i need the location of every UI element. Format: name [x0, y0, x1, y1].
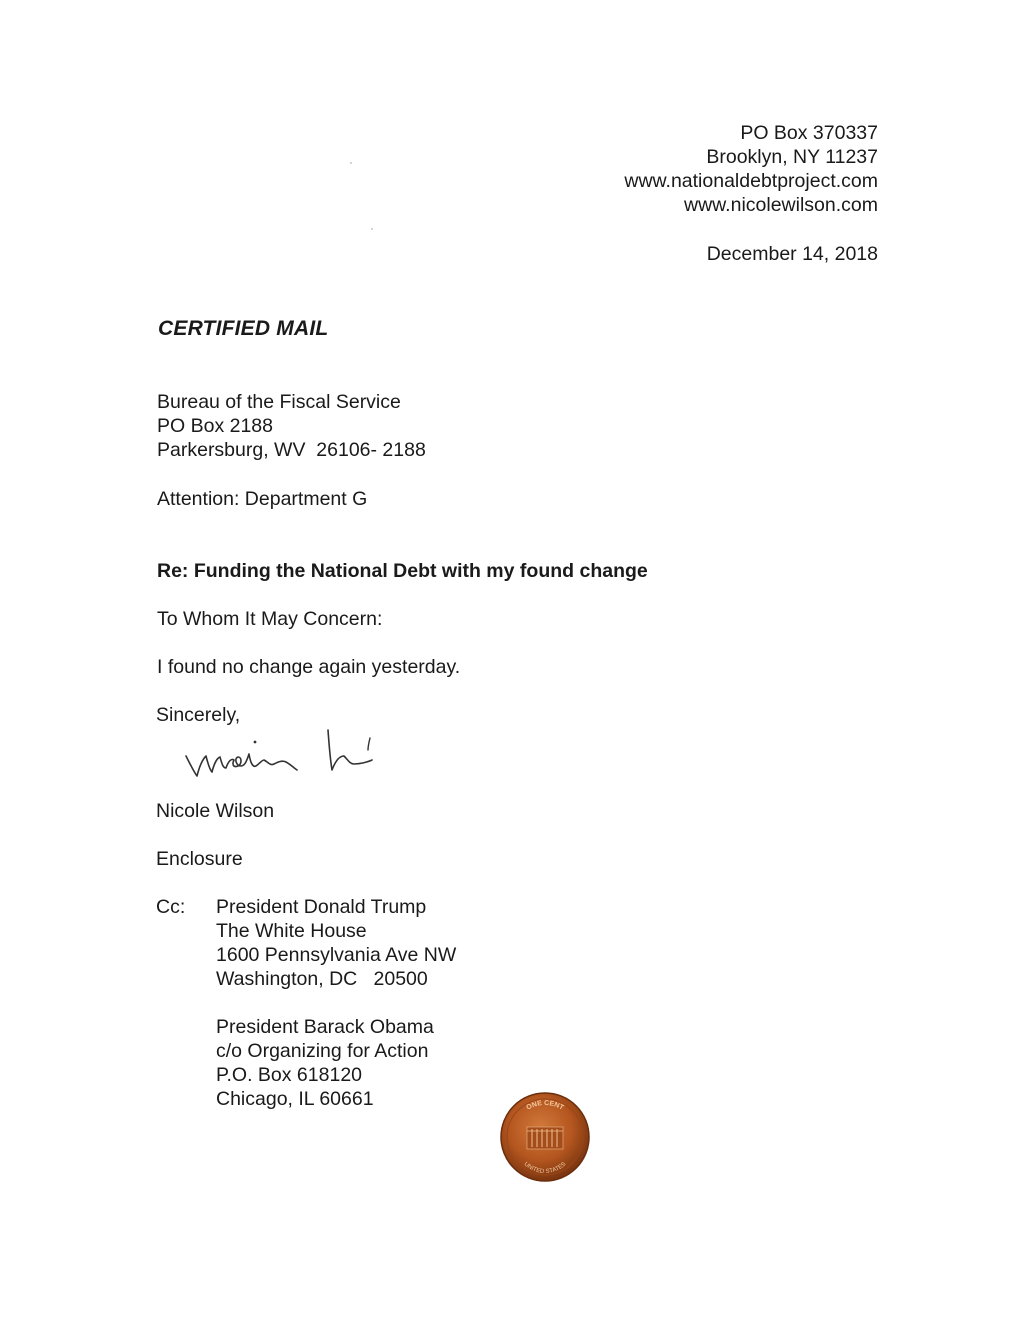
penny-text-top: ONE CENT: [525, 1099, 565, 1112]
scan-speck: [350, 162, 352, 164]
signer-name: Nicole Wilson: [156, 800, 275, 822]
recipient-address: [157, 390, 426, 462]
subject-line: Re: Funding the National Debt with my found change: [157, 560, 648, 582]
cc-recipient-1: [216, 895, 456, 991]
letter-body: I found no change again yesterday.: [157, 656, 461, 678]
sender-address: [624, 121, 878, 217]
sender-address-line-1: PO Box 370337: [740, 122, 878, 144]
closing: Sincerely,: [156, 704, 241, 726]
recipient-line-3: Parkersburg, WV 26106- 2188: [157, 439, 426, 461]
scan-speck: [371, 228, 373, 230]
cc1-line-3: 1600 Pennsylvania Ave NW: [216, 944, 457, 966]
sender-address-line-2: Brooklyn, NY 11237: [706, 146, 878, 168]
recipient-line-2: PO Box 2188: [157, 415, 273, 437]
salutation: To Whom It May Concern:: [157, 608, 383, 630]
cc-recipient-2: [216, 1015, 434, 1111]
letter-date: December 14, 2018: [706, 243, 878, 265]
enclosure-note: Enclosure: [156, 848, 243, 870]
cc2-line-4: Chicago, IL 60661: [216, 1088, 374, 1110]
penny-text-bottom: UNITED STATES: [522, 1161, 568, 1176]
penny-shield-icon: [527, 1127, 563, 1149]
certified-mail-heading: CERTIFIED MAIL: [158, 317, 329, 340]
cc2-line-3: P.O. Box 618120: [216, 1064, 363, 1086]
penny-coin-image: [499, 1091, 591, 1183]
cc1-line-1: President Donald Trump: [216, 896, 427, 918]
cc2-line-2: c/o Organizing for Action: [216, 1040, 429, 1062]
sender-website-2: www.nicolewilson.com: [684, 194, 878, 216]
cc2-line-1: President Barack Obama: [216, 1016, 434, 1038]
attention-line: Attention: Department G: [157, 488, 368, 510]
cc1-line-2: The White House: [216, 920, 367, 942]
signature-image: [184, 724, 394, 786]
recipient-line-1: Bureau of the Fiscal Service: [157, 391, 401, 413]
cc1-line-4: Washington, DC 20500: [216, 968, 428, 990]
cc-label: Cc:: [156, 896, 186, 918]
sender-website-1: www.nationaldebtproject.com: [624, 170, 878, 192]
